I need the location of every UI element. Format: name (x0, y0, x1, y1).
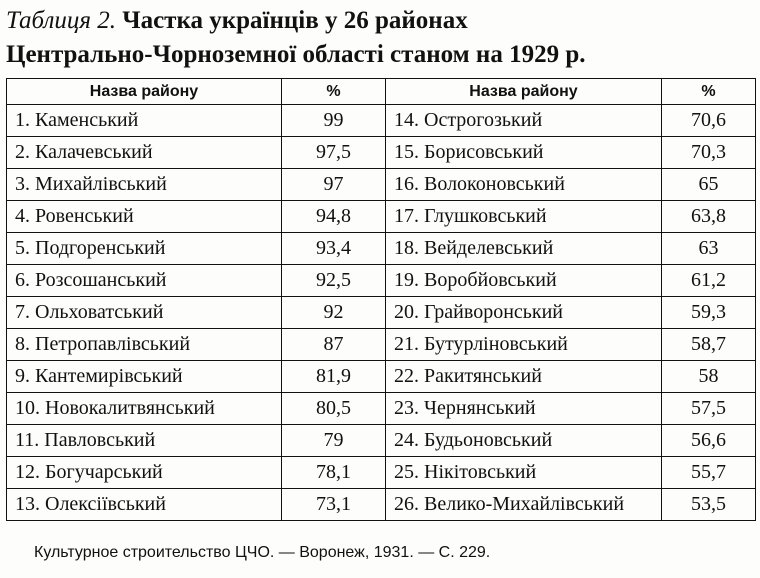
table-row (7, 297, 756, 329)
header-percent-right: % (662, 79, 756, 105)
district-name-right: 18. Вейделевський (386, 233, 662, 265)
header-percent-left: % (282, 79, 386, 105)
district-name-left: 9. Кантемирівський (7, 361, 282, 393)
table-row (7, 329, 756, 361)
percent-left: 97 (282, 169, 386, 201)
district-name-left: 3. Михайлівський (7, 169, 282, 201)
percent-left: 78,1 (282, 457, 386, 489)
percent-right: 63 (662, 233, 756, 265)
percent-left: 94,8 (282, 201, 386, 233)
districts-table (6, 78, 756, 521)
district-name-left: 6. Розсошанський (7, 265, 282, 297)
table-row (7, 201, 756, 233)
district-name-right: 26. Велико-Михайлівський (386, 489, 662, 521)
district-name-left: 13. Олексіївський (7, 489, 282, 521)
percent-left: 92 (282, 297, 386, 329)
table-row (7, 393, 756, 425)
header-district-name-right: Назва району (386, 79, 662, 105)
percent-right: 70,3 (662, 137, 756, 169)
table-row (7, 265, 756, 297)
source-note: Культурное строительство ЦЧО. — Воронеж, 1931. — С. 229. (34, 544, 491, 561)
district-name-left: 1. Каменський (7, 105, 282, 137)
percent-right: 56,6 (662, 425, 756, 457)
percent-right: 70,6 (662, 105, 756, 137)
district-name-left: 2. Калачевський (7, 137, 282, 169)
district-name-left: 5. Подгоренський (7, 233, 282, 265)
percent-left: 73,1 (282, 489, 386, 521)
district-name-left: 4. Ровенський (7, 201, 282, 233)
district-name-right: 21. Бутурліновський (386, 329, 662, 361)
district-name-left: 11. Павловський (7, 425, 282, 457)
caption-label: Таблиця 2. (6, 7, 116, 34)
district-name-right: 24. Будьоновський (386, 425, 662, 457)
percent-left: 79 (282, 425, 386, 457)
percent-right: 65 (662, 169, 756, 201)
percent-right: 58 (662, 361, 756, 393)
table-row (7, 105, 756, 137)
table-caption (6, 4, 756, 72)
percent-left: 99 (282, 105, 386, 137)
percent-left: 87 (282, 329, 386, 361)
percent-right: 55,7 (662, 457, 756, 489)
table-row (7, 169, 756, 201)
table-row (7, 233, 756, 265)
district-name-left: 7. Ольховатський (7, 297, 282, 329)
caption-line-2: Центрально-Чорноземної області станом на 1929 р. (6, 41, 586, 68)
table-row (7, 489, 756, 521)
district-name-right: 20. Грайворонський (386, 297, 662, 329)
district-name-right: 17. Глушковський (386, 201, 662, 233)
percent-left: 80,5 (282, 393, 386, 425)
caption-text: Частка українців у 26 районах (122, 7, 468, 34)
table-row (7, 361, 756, 393)
district-name-left: 10. Новокалитвянський (7, 393, 282, 425)
percent-left: 97,5 (282, 137, 386, 169)
district-name-right: 23. Чернянський (386, 393, 662, 425)
percent-right: 57,5 (662, 393, 756, 425)
district-name-right: 25. Нікітовський (386, 457, 662, 489)
table-row (7, 457, 756, 489)
percent-right: 63,8 (662, 201, 756, 233)
header-district-name-left: Назва району (7, 79, 282, 105)
percent-right: 59,3 (662, 297, 756, 329)
table-row (7, 425, 756, 457)
district-name-right: 16. Волоконовський (386, 169, 662, 201)
district-name-left: 8. Петропавлівський (7, 329, 282, 361)
percent-right: 53,5 (662, 489, 756, 521)
district-name-right: 22. Ракитянський (386, 361, 662, 393)
district-name-right: 15. Борисовський (386, 137, 662, 169)
district-name-right: 14. Острогозький (386, 105, 662, 137)
percent-left: 92,5 (282, 265, 386, 297)
caption-line-1 (6, 4, 756, 38)
table-row (7, 137, 756, 169)
header-row (7, 79, 756, 105)
percent-right: 61,2 (662, 265, 756, 297)
percent-left: 93,4 (282, 233, 386, 265)
district-name-left: 12. Богучарський (7, 457, 282, 489)
percent-left: 81,9 (282, 361, 386, 393)
district-name-right: 19. Воробйовський (386, 265, 662, 297)
percent-right: 58,7 (662, 329, 756, 361)
